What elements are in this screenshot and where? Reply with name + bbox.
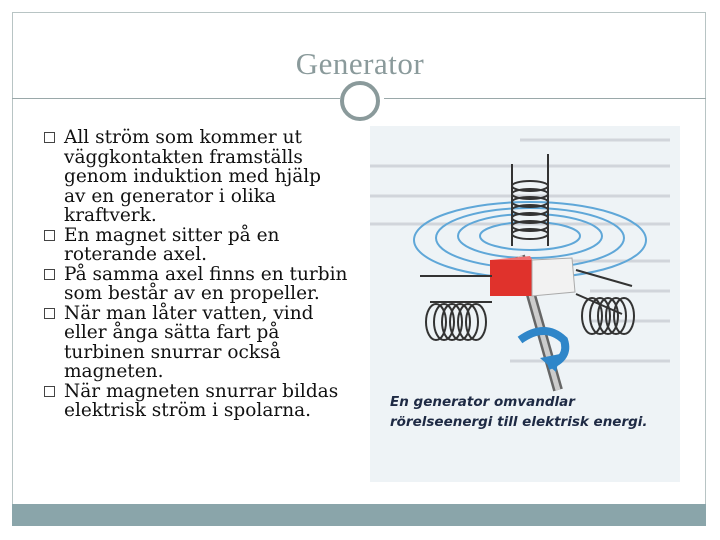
title-divider-circle xyxy=(340,81,380,121)
magnet xyxy=(490,256,575,296)
right-coil xyxy=(576,270,634,334)
checkbox-bullet-icon xyxy=(44,230,55,241)
checkbox-bullet-icon xyxy=(44,132,55,143)
bullet-text: På samma axel finns en turbin som består av en propeller. xyxy=(64,263,348,304)
bullet-text: All ström som kommer ut väggkontakten framställs genom induktion med hjälp av en generator i olika kraftverk. xyxy=(64,127,322,226)
checkbox-bullet-icon xyxy=(44,308,55,319)
bullet-list xyxy=(44,128,348,421)
figure-caption: En generator omvandlar rörelseenergi till elektrisk energi. xyxy=(390,394,648,430)
title-divider-right xyxy=(384,98,706,99)
slide-title: Generator xyxy=(295,46,425,81)
bullet-text: När magneten snurrar bildas elektrisk ström i spolarna. xyxy=(64,380,339,421)
bullet-text: En magnet sitter på en roterande axel. xyxy=(64,224,280,265)
left-coil xyxy=(420,276,492,340)
bullet-item xyxy=(44,265,348,304)
checkbox-bullet-icon xyxy=(44,269,55,280)
checkbox-bullet-icon xyxy=(44,386,55,397)
bullet-item xyxy=(44,226,348,265)
title-divider-left xyxy=(12,98,340,99)
bullet-item xyxy=(44,128,348,226)
top-coil xyxy=(512,154,548,246)
generator-figure xyxy=(370,126,680,482)
bullet-text: När man låter vatten, vind eller ånga sätta fart på turbinen snurrar också magneten. xyxy=(64,302,314,382)
bottom-bar xyxy=(12,504,706,526)
bullet-item xyxy=(44,382,348,421)
bullet-item xyxy=(44,304,348,382)
